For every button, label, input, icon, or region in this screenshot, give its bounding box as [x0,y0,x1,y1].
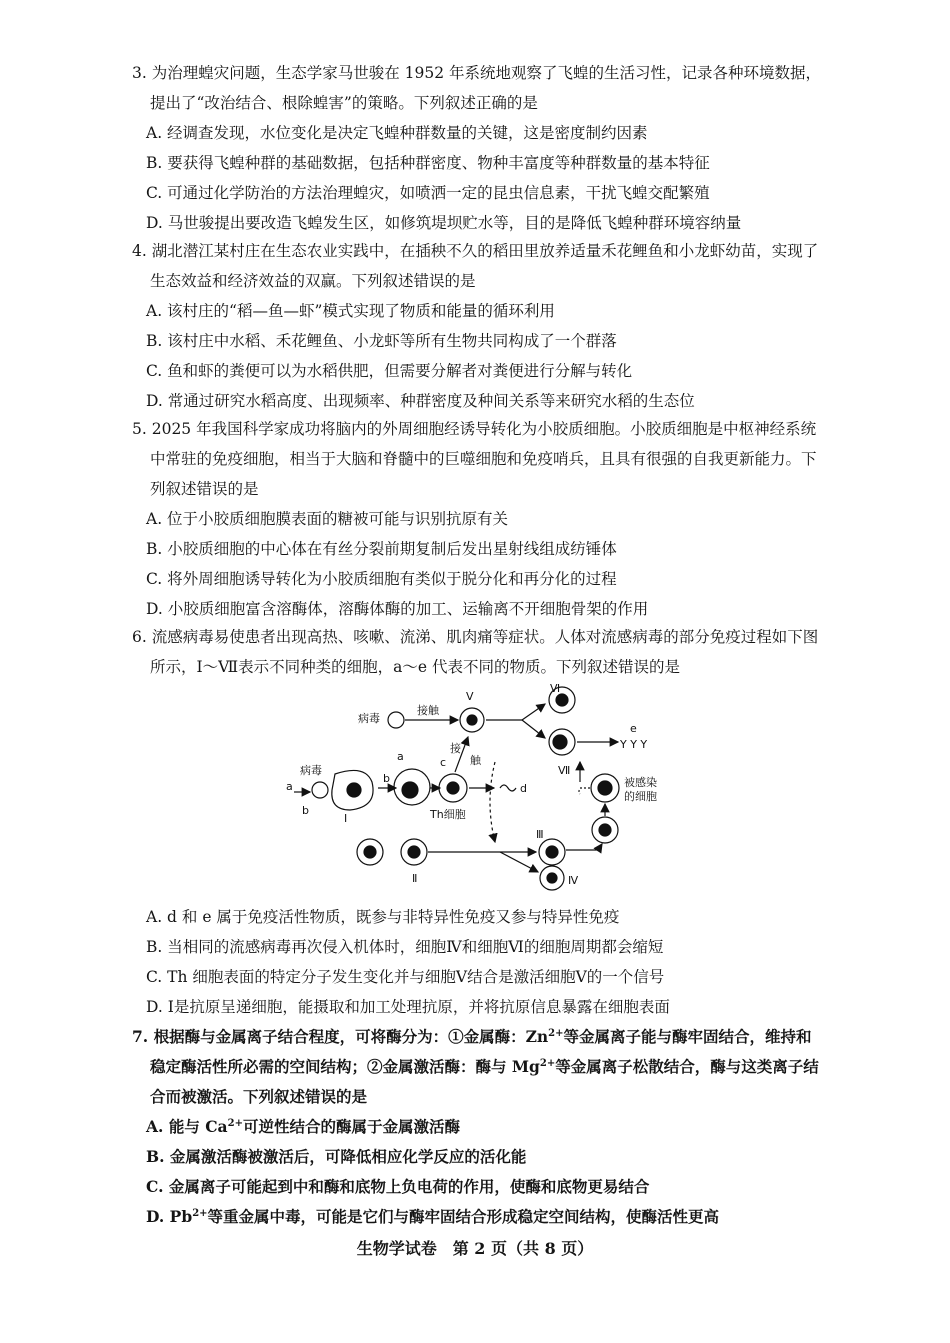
question-3 [132,58,822,238]
option-b: B. 当相同的流感病毒再次侵入机体时，细胞Ⅳ和细胞Ⅵ的细胞周期都会缩短 [146,938,664,956]
charge-superscript: 2+ [227,1117,243,1129]
label-contact: 接触 [417,704,439,717]
label-th: Th细胞 [430,808,466,821]
label-v: Ⅴ [466,690,474,703]
option-d [132,1202,822,1232]
option-c: C. 可通过化学防治的方法治理蝗灾，如喷洒一定的昆虫信息素，干扰飞蝗交配繁殖 [146,184,710,202]
label-d: d [520,782,527,795]
virus-icon [388,712,404,728]
page-footer: 生物学试卷 第 2 页（共 8 页） [356,1239,594,1258]
label-ii: Ⅱ [412,872,418,885]
cytokine-icon [500,785,516,791]
label-i: Ⅰ [344,812,348,825]
label-a: a [286,780,293,793]
label-vi: Ⅵ [550,682,561,695]
label-virus-left: 病毒 [300,764,322,777]
option-d: D. 马世骏提出要改造飞蝗发生区，如修筑堤坝贮水等，目的是降低飞蝗种群环境容纳量 [146,214,742,232]
label-iv: Ⅳ [568,874,579,887]
label-virus-top: 病毒 [358,712,380,725]
option-b: B. 该村庄中水稻、禾花鲤鱼、小龙虾等所有生物共同构成了一个群落 [146,332,617,350]
question-stem: 5. 2025 年我国科学家成功将脑内的外周细胞经诱导转化为小胶质细胞。小胶质细胞是中枢神经系统中常驻的免疫细胞，相当于大脑和脊髓中的巨噬细胞和免疫哨兵，且具有很强的自我更新能力。下列叙述错误的是 [132,420,817,498]
option-c: C. 将外周细胞诱导转化为小胶质细胞有类似于脱分化和再分化的过程 [146,570,617,588]
option-b: B. 小胶质细胞的中心体在有丝分裂前期复制后发出星射线组成纺锤体 [146,540,617,558]
option-c: C. 鱼和虾的粪便可以为水稻供肥，但需要分解者对粪便进行分解与转化 [146,362,633,380]
option-part: A. 能与 Ca [146,1117,228,1136]
option-d: D. Ⅰ是抗原呈递细胞，能摄取和加工处理抗原，并将抗原信息暴露在细胞表面 [146,998,670,1016]
question-6 [132,622,822,682]
question-stem: 4. 湖北潜江某村庄在生态农业实践中，在插秧不久的稻田里放养适量禾花鲤鱼和小龙虾幼苗，实现了生态效益和经济效益的双赢。下列叙述错误的是 [132,242,819,290]
question-stem: 3. 为治理蝗灾问题，生态学家马世骏在 1952 年系统地观察了飞蝗的生活习性，记录各种环境数据，提出了“改治结合、根除蝗害”的策略。下列叙述正确的是 [132,64,822,112]
stem-part: 等金属离子松散结合，酶与这类离子结合而被激活。下列叙述错误的是 [150,1057,819,1106]
stem-part: 7. 根据酶与金属离子结合程度，可将酶分为：①金属酶：Zn [132,1027,549,1046]
label-c: c [440,756,447,769]
label-iii: Ⅲ [536,828,544,841]
option-b: B. 金属激活酶被激活后，可降低相应化学反应的活化能 [146,1147,527,1166]
label-a2: a [397,750,404,763]
immune-process-diagram [280,682,690,900]
question-stem [132,1022,822,1112]
question-stem: 6. 流感病毒易使患者出现高热、咳嗽、流涕、肌肉痛等症状。人体对流感病毒的部分免疫过程如下图所示，Ⅰ～Ⅶ表示不同种类的细胞，a～e 代表不同的物质。下列叙述错误的是 [132,628,819,676]
label-e: e [630,722,637,735]
label-infected2: 的细胞 [624,790,657,803]
label-contact3: 触 [470,754,481,767]
label-contact2: 接 [450,742,461,755]
label-infected: 被感染 [624,776,657,789]
option-c: C. 金属离子可能起到中和酶和底物上负电荷的作用，使酶和底物更易结合 [146,1177,650,1196]
question-4 [132,236,822,416]
charge-superscript: 2+ [539,1057,556,1069]
option-b: B. 要获得飞蝗种群的基础数据，包括种群密度、物种丰富度等种群数量的基本特征 [146,154,710,172]
antibody-glyph: Y Y Y [620,738,648,751]
label-vii: Ⅶ [558,764,571,777]
option-c: C. Th 细胞表面的特定分子发生变化并与细胞Ⅴ结合是激活细胞Ⅴ的一个信号 [146,968,665,986]
stem-part: 等金属离子能与酶牢固结合，维持和稳定酶活性所必需的空间结构；②金属激活酶：酶与 Mg [150,1027,812,1076]
option-d: D. 常通过研究水稻高度、出现频率、种群密度及种间关系等来研究水稻的生态位 [146,392,695,410]
option-a: A. 位于小胶质细胞膜表面的糖被可能与识别抗原有关 [146,510,509,528]
option-a [132,1112,822,1142]
option-a: A. 经调查发现，水位变化是决定飞蝗种群数量的关键，这是密度制约因素 [146,124,648,142]
label-b2: b [383,772,390,785]
option-part: 可逆性结合的酶属于金属激活酶 [242,1117,460,1136]
option-a: A. d 和 e 属于免疫活性物质，既参与非特异性免疫又参与特异性免疫 [146,908,620,926]
virus-icon [312,782,328,798]
question-7 [132,1022,822,1232]
question-6-options [132,902,822,1022]
option-part: D. Pb [146,1207,193,1226]
option-part: 等重金属中毒，可能是它们与酶牢固结合形成稳定空间结构，使酶活性更高 [207,1207,720,1226]
option-a: A. 该村庄的“稻—鱼—虾”模式实现了物质和能量的循环利用 [146,302,555,320]
label-b: b [302,804,309,817]
question-5 [132,414,822,624]
charge-superscript: 2+ [548,1027,564,1039]
charge-superscript: 2+ [192,1207,208,1219]
option-d: D. 小胶质细胞富含溶酶体，溶酶体酶的加工、运输离不开细胞骨架的作用 [146,600,649,618]
